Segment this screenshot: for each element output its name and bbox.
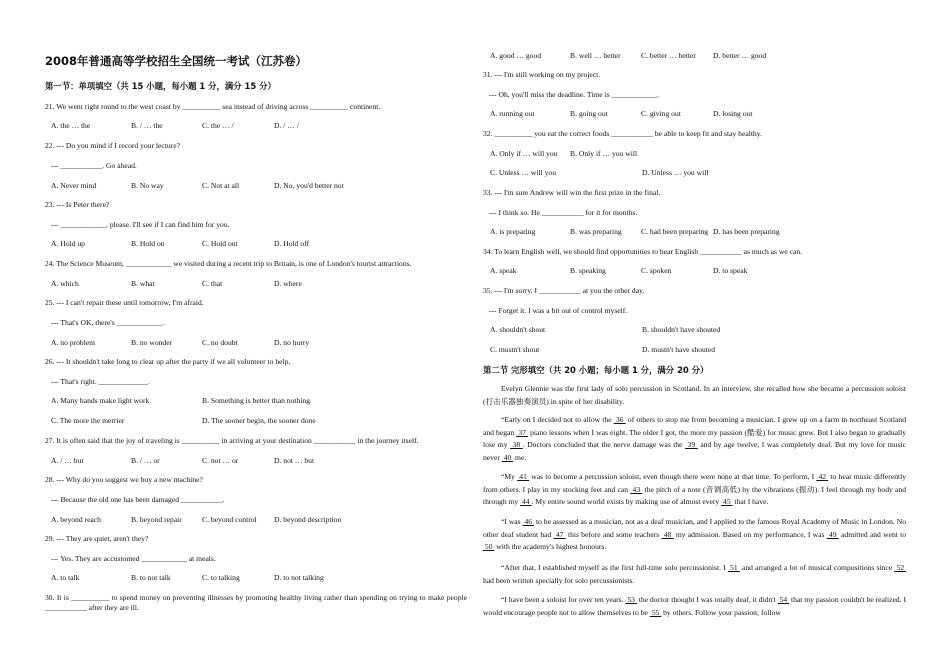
passage-paragraph-1: Evelyn Glennie was the first lady of solo percussion in Scotland. In an interview, she recalled how she became a percussion soloist (打击乐器独奏演员) in spite of her disability. <box>483 384 906 406</box>
question-29-reply: --- Yes. They are accustomed ____________ at meals. <box>51 554 216 563</box>
question-32-stem: 32. __________ you eat the correct foods ___________ be able to keep fit and stay healthy. <box>483 129 762 138</box>
question-21-option: D. / … / <box>274 121 299 130</box>
question-31-reply: --- Oh, you'll miss the deadline. Time is ____________. <box>489 90 659 99</box>
paragraph-text: to be assessed as a musician, not as a deaf musician, and I applied to the famous Royal Academy of Music in London. No other deaf student had <box>483 517 907 539</box>
section1-heading: 第一节：单项填空（共 15 小题，每小题 1 分，满分 15 分） <box>45 81 276 91</box>
paragraph-text: the pitch of a note (音调高低) by the vibrations (振动). I feel through my body and through my <box>483 484 907 506</box>
cloze-blank-54: 54 <box>777 595 790 604</box>
question-25-option: D. no hurry <box>274 338 310 347</box>
question-30-option: B. well … better <box>570 51 621 60</box>
question-33-option: B. was preparing <box>570 227 622 236</box>
cloze-blank-42: 42 <box>816 472 829 481</box>
paragraph-text: was to become a percussion soloist, even though there were none at that time. To perform, I <box>529 472 817 481</box>
question-23-reply: --- ____________, please. I'll see if I can find him for you. <box>51 220 230 229</box>
question-29-option: C. to talking <box>202 573 240 582</box>
question-31-stem: 31. --- I'm still working on my project. <box>483 70 601 79</box>
question-23-option: C. Hold out <box>202 239 238 248</box>
passage-paragraph-6 <box>483 594 906 619</box>
paragraph-text: this before and some teachers <box>565 529 662 539</box>
question-28-reply: --- Because the old one has been damaged ___________. <box>51 495 225 504</box>
question-21-option: B. / … the <box>131 121 163 130</box>
question-23-option: A. Hold up <box>51 239 85 248</box>
paragraph-text: that I have. <box>732 497 769 506</box>
question-24-option: C. that <box>202 279 223 288</box>
question-35-reply: --- Forget it. I was a bit out of control myself. <box>489 306 628 315</box>
question-34-option: D. to speak <box>713 266 748 275</box>
cloze-blank-36: 36 <box>613 415 626 424</box>
cloze-blank-48: 48 <box>661 529 674 539</box>
question-25-stem: 25. --- I can't repair these until tomorrow, I'm afraid. <box>45 298 204 307</box>
question-28-option: C. beyond control <box>202 515 257 524</box>
cloze-blank-51: 51 <box>727 563 740 572</box>
question-31-option: A. running out <box>490 109 535 118</box>
question-28-option: D. beyond description <box>274 515 342 524</box>
question-25-option: B. no wonder <box>131 338 173 347</box>
paragraph-text: “I was <box>501 517 523 526</box>
page-title: 2008年普通高等学校招生全国统一考试（江苏卷） <box>45 54 308 68</box>
cloze-blank-44: 44 <box>520 497 532 506</box>
question-22-reply: --- ___________. Go ahead. <box>51 161 137 170</box>
question-25-reply: --- That's OK, there's ____________. <box>51 318 165 327</box>
question-29-option: A. to talk <box>51 573 80 582</box>
cloze-blank-53: 53 <box>625 595 637 604</box>
question-33-stem: 33. --- I'm sure Andrew will win the first prize in the final. <box>483 188 661 197</box>
question-33-option: A. is preparing <box>490 227 536 236</box>
paragraph-text: by others. Follow your passion; follow <box>661 607 781 617</box>
question-26-option: B. Something is better than nothing <box>202 396 310 405</box>
cloze-blank-55: 55 <box>649 607 662 617</box>
cloze-blank-41: 41 <box>517 472 530 481</box>
question-25-option: C. no doubt <box>202 338 238 347</box>
paragraph-text: “My <box>501 472 518 481</box>
paragraph-text: to hear music differently from others. I play in my stocking feet and can <box>483 472 907 494</box>
paragraph-text: admitted and went to <box>838 529 907 539</box>
question-35-stem: 35. --- I'm sorry. I ___________ at you the other day. <box>483 286 645 295</box>
paragraph-text: . My entire sound world exists by making use of almost every <box>531 497 722 506</box>
question-30-stem: 30. It is __________ to spend money on preventing illnesses by promoting healthy living rather than spending on trying to make people ___________ after they are ill. <box>45 593 467 612</box>
question-32-option: C. Unless … will you <box>490 168 557 177</box>
paragraph-text: that my passion couldn't be realized. I would encourage people not to allow themselves to be <box>483 595 907 617</box>
question-22-option: C. Not at all <box>202 181 240 190</box>
question-35-option: D. mustn't have shouted <box>642 345 716 354</box>
cloze-blank-46: 46 <box>522 517 535 526</box>
question-26-option: D. The sooner begin, the sooner done <box>202 416 316 425</box>
question-30-option: C. better … better <box>641 51 696 60</box>
question-35-option: C. mustn't shout <box>490 345 540 354</box>
question-22-option: D. No, you'd better not <box>274 181 344 190</box>
question-27-option: A. / … but <box>51 456 84 465</box>
question-34-stem: 34. To learn English well, we should find opportunities to hear English ___________ as much as we can. <box>483 247 803 256</box>
question-29-option: B. to not talk <box>131 573 171 582</box>
paragraph-text: with the academy's highest honours. <box>494 542 607 551</box>
paragraph-text: and by age twelve, I was completely deaf. But my love for music never <box>483 440 907 462</box>
question-21-option: C. the … / <box>202 121 234 130</box>
question-31-option: B. going out <box>570 109 608 118</box>
cloze-blank-39: 39 <box>685 440 698 449</box>
passage-paragraph-3 <box>483 471 906 509</box>
question-26-stem: 26. --- It shouldn't take long to clear up after the party if we all volunteer to help. <box>45 357 291 366</box>
question-34-option: C. spoken <box>641 266 672 275</box>
question-33-reply: --- I think so. He ___________ for it for months. <box>489 208 638 217</box>
question-27-option: C. not … or <box>202 456 239 465</box>
question-32-option: A. Only if … will you <box>490 149 558 158</box>
question-21-option: A. the … the <box>51 121 91 130</box>
cloze-blank-38: 38 <box>510 440 523 449</box>
paragraph-text: “After that, I established myself as the first full-time solo percussionist. I <box>501 563 728 572</box>
passage-paragraph-5 <box>483 562 906 587</box>
question-26-option: A. Many hands make light work <box>51 396 150 405</box>
question-26-reply: --- That's right. _____________. <box>51 377 150 386</box>
question-22-option: B. No way <box>131 181 164 190</box>
paragraph-text: “I have been a soloist for over ten years. <box>501 595 626 604</box>
question-32-option: B. Only if … you will <box>570 149 638 158</box>
question-28-option: A. beyond reach <box>51 515 101 524</box>
paragraph-text: the doctor thought I was totally deaf, it didn't <box>636 595 778 604</box>
question-28-stem: 28. --- Why do you suggest we buy a new machine? <box>45 475 203 484</box>
question-21-stem: 21. We went right round to the west coast by __________ sea instead of driving across __________ continent. <box>45 102 381 111</box>
question-27-option: D. not … but <box>274 456 315 465</box>
question-32-option: D. Unless … you will <box>642 168 709 177</box>
question-34-option: B. speaking <box>570 266 606 275</box>
paragraph-text: my admission. Based on my performance, I was <box>673 529 827 539</box>
question-25-option: A. no problem <box>51 338 96 347</box>
question-29-stem: 29. --- They are quiet, aren't they? <box>45 534 149 543</box>
paragraph-text: me. <box>513 452 527 462</box>
question-24-option: A. which <box>51 279 79 288</box>
paragraph-text: . Doctors concluded that the nerve damage was the <box>522 440 686 449</box>
cloze-blank-47: 47 <box>553 529 566 539</box>
question-30-option: A. good … good <box>490 51 542 60</box>
question-24-option: D. where <box>274 279 302 288</box>
question-23-stem: 23. --- Is Peter there? <box>45 200 110 209</box>
cloze-blank-37: 37 <box>516 427 528 437</box>
question-31-option: D. losing out <box>713 109 753 118</box>
question-34-option: A. speak <box>490 266 517 275</box>
cloze-blank-50: 50 <box>483 542 495 551</box>
question-22-option: A. Never mind <box>51 181 97 190</box>
question-35-option: B. shouldn't have shouted <box>642 325 721 334</box>
question-24-option: B. what <box>131 279 155 288</box>
question-35-option: A. shouldn't shout <box>490 325 546 334</box>
question-28-option: B. beyond repair <box>131 515 182 524</box>
cloze-blank-40: 40 <box>501 452 514 462</box>
paragraph-text: “Early on I decided not to allow the <box>501 415 614 424</box>
paragraph-text: of others to stop me from becoming a musician. I grew up on a farm in northeast Scotland and began <box>483 415 906 437</box>
passage-paragraph-4 <box>483 516 906 554</box>
question-22-stem: 22. --- Do you mind if I record your lecture? <box>45 141 180 150</box>
question-26-option: C. The more the merrier <box>51 416 125 425</box>
cloze-blank-52: 52 <box>894 563 907 572</box>
cloze-blank-49: 49 <box>826 529 839 539</box>
question-33-option: D. has been preparing <box>713 227 780 236</box>
question-27-stem: 27. It is often said that the joy of traveling is __________ in arriving at your destination ___________ in the journey itself. <box>45 436 419 445</box>
question-30-option: D. better … good <box>713 51 767 60</box>
paragraph-text: piano lessons when I was eight. The older I got, the more my passion (酷爱) for music grew. But I also began to gradually lose my <box>483 427 907 449</box>
question-31-option: C. giving out <box>641 109 681 118</box>
question-29-option: D. to not talking <box>274 573 324 582</box>
section2-heading: 第二节 完形填空（共 20 小题；每小题 1 分，满分 20 分） <box>483 365 709 375</box>
question-24-stem: 24. The Science Museum, ____________ we visited during a recent trip to Britain, is one of London's tourist attractions. <box>45 259 412 268</box>
question-23-option: D. Hold off <box>274 239 310 248</box>
question-27-option: B. / … or <box>131 456 160 465</box>
cloze-blank-45: 45 <box>721 497 733 506</box>
paragraph-text: had been written specially for solo percussionists. <box>483 575 635 585</box>
passage-paragraph-2 <box>483 414 906 464</box>
question-23-option: B. Hold on <box>131 239 165 248</box>
question-33-option: C. had been preparing <box>641 227 709 236</box>
cloze-blank-43: 43 <box>630 484 643 494</box>
paragraph-text: and arranged a lot of musical compositions since <box>739 563 895 572</box>
